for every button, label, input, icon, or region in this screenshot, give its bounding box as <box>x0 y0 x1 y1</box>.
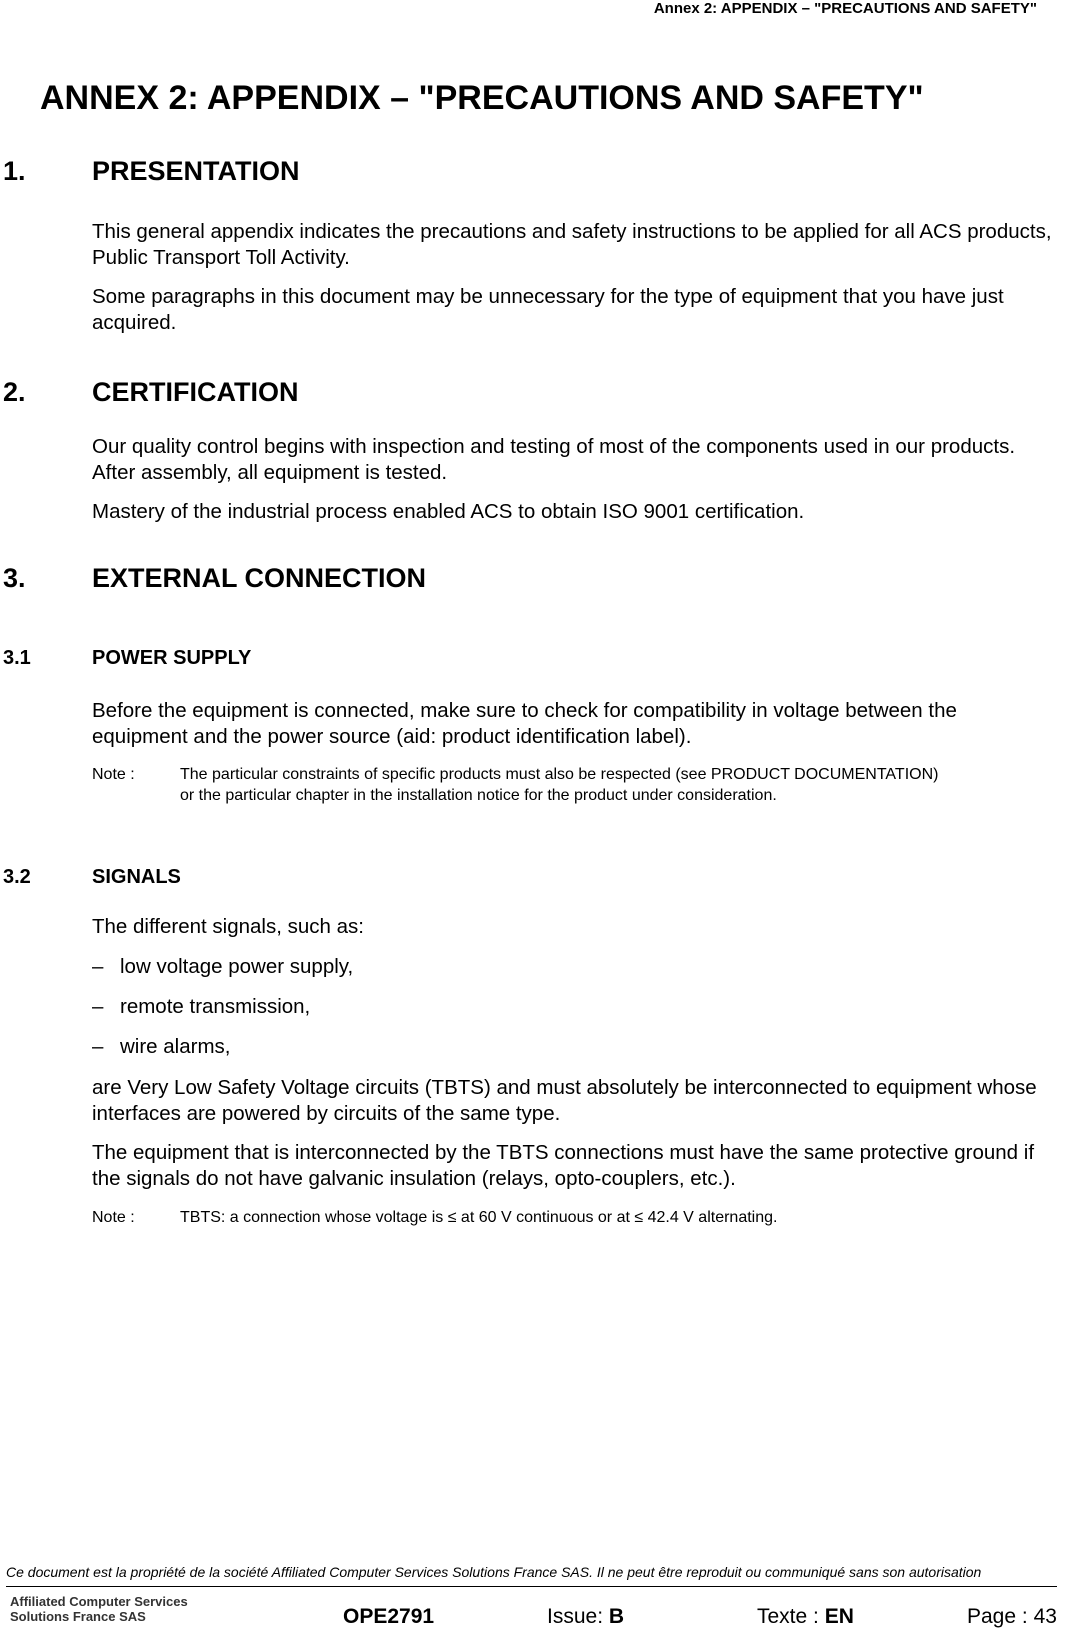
document-reference: OPE2791 <box>343 1605 435 1628</box>
page-title: ANNEX 2: APPENDIX – "PRECAUTIONS AND SAFETY" <box>40 79 924 117</box>
issue-label: Issue: <box>547 1605 609 1628</box>
paragraph: are Very Low Safety Voltage circuits (TBTS) and must absolutely be interconnected to equipment whose interfaces are powered by circuits of the same type. <box>92 1076 1037 1125</box>
subsection-heading-power-supply <box>0 646 600 670</box>
bullet-marker: – <box>92 955 104 978</box>
section-heading-external-connection <box>0 562 700 594</box>
list-item <box>92 994 310 1020</box>
list-item-text: wire alarms, <box>120 1035 231 1058</box>
subsection-number: 3.2 <box>3 866 31 888</box>
section-number: 3. <box>3 563 26 593</box>
section-title: CERTIFICATION <box>92 377 299 407</box>
footer-notice: Ce document est la propriété de la société Affiliated Computer Services Solutions France SAS. Il ne peut être reproduit ou communiqué sans son autorisation <box>6 1564 982 1580</box>
note-text: TBTS: a connection whose voltage is ≤ at 60 V continuous or at ≤ 42.4 V alternating. <box>180 1209 778 1226</box>
section-title: EXTERNAL CONNECTION <box>92 563 427 593</box>
subsection-title: POWER SUPPLY <box>92 647 252 669</box>
language-field <box>757 1605 854 1629</box>
list-item <box>92 1034 231 1060</box>
page-number <box>967 1605 1057 1629</box>
section-title: PRESENTATION <box>92 156 300 186</box>
paragraph: Some paragraphs in this document may be unnecessary for the type of equipment that you have just acquired. <box>92 285 1004 334</box>
company-name-line1: Affiliated Computer Services <box>10 1594 188 1609</box>
note-label: Note : <box>92 1209 135 1226</box>
issue-value: B <box>608 1605 625 1628</box>
bullet-marker: – <box>92 1035 104 1058</box>
note-label: Note : <box>92 766 135 783</box>
list-item-text: remote transmission, <box>120 995 311 1018</box>
paragraph: The different signals, such as: <box>92 915 364 938</box>
paragraph: This general appendix indicates the precautions and safety instructions to be applied for all ACS products, Public Transport Toll Activity. <box>92 220 1052 269</box>
section-heading-certification <box>0 376 600 408</box>
paragraph: The equipment that is interconnected by the TBTS connections must have the same protective ground if the signals do not have galvanic insulation (relays, opto-couplers, etc.). <box>92 1141 1035 1190</box>
company-name-line2: Solutions France SAS <box>10 1609 146 1624</box>
paragraph: Mastery of the industrial process enabled ACS to obtain ISO 9001 certification. <box>92 500 805 523</box>
running-header: Annex 2: APPENDIX – "PRECAUTIONS AND SAFETY" <box>653 0 1037 17</box>
bullet-marker: – <box>92 995 104 1018</box>
subsection-heading-signals <box>0 865 600 889</box>
list-item <box>92 954 353 980</box>
subsection-number: 3.1 <box>3 647 31 669</box>
language-label: Texte : <box>757 1605 825 1628</box>
subsection-title: SIGNALS <box>92 866 181 888</box>
section-number: 1. <box>3 156 26 186</box>
paragraph: Before the equipment is connected, make sure to check for compatibility in voltage between the equipment and the power source (aid: product identification label). <box>92 699 957 748</box>
list-item-text: low voltage power supply, <box>120 955 354 978</box>
footer-divider <box>6 1586 1057 1587</box>
language-value: EN <box>824 1605 854 1628</box>
section-number: 2. <box>3 377 26 407</box>
page-value: 43 <box>1033 1605 1057 1628</box>
paragraph: Our quality control begins with inspection and testing of most of the components used in our products. After assembly, all equipment is tested. <box>92 435 1016 484</box>
issue-field <box>547 1605 624 1629</box>
page-label: Page : <box>967 1605 1034 1628</box>
section-heading-presentation <box>0 155 600 187</box>
note-text: The particular constraints of specific products must also be respected (see PRODUCT DOCUMENTATION) or the particular chapter in the installation notice for the product under consideration. <box>180 766 939 804</box>
company-logo <box>10 1594 188 1624</box>
